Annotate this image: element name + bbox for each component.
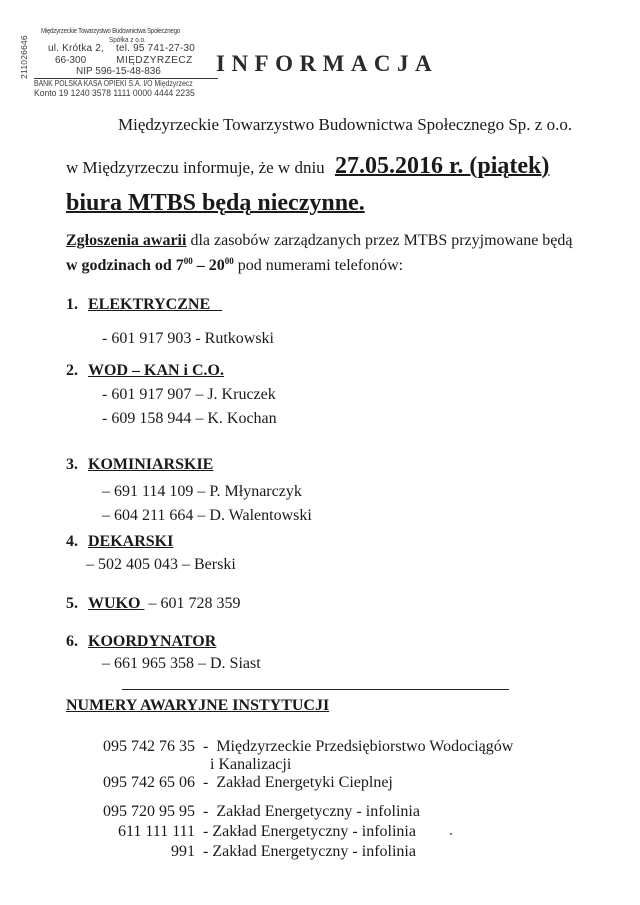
stamp-bank: BANK POLSKA KASA OPIEKI S.A. I/O Międzyrzecz xyxy=(34,79,193,88)
stamp-company-name: Międzyrzeckie Towarzystwo Budownictwa Społecznego xyxy=(41,26,180,35)
institution-entry: 991 - Zakład Energetyczny - infolinia xyxy=(90,843,416,861)
stamp-address-line xyxy=(48,43,195,54)
closure-date: 27.05.2016 r. (piątek) xyxy=(334,153,550,179)
document-title: INFORMACJA xyxy=(216,51,439,76)
section-heading: 6. KOORDYNATOR xyxy=(66,633,217,650)
institution-entry: 095 742 65 06 - Zakład Energetyki Cieplnej xyxy=(90,774,393,792)
institution-phone: 095 742 65 06 xyxy=(103,774,195,791)
stamp-account: Konto 19 1240 3578 1111 0000 4444 2235 xyxy=(34,88,195,99)
section-heading: 1. ELEKTRYCZNE xyxy=(66,296,211,313)
intro-company-line: Międzyrzeckie Towarzystwo Budownictwa Społecznego Sp. z o.o. xyxy=(118,115,573,134)
institution-name: Zakład Energetyczny - infolinia xyxy=(212,843,416,860)
closed-notice: biura MTBS będą nieczynne. xyxy=(66,190,365,216)
institution-phone: 611 111 111 xyxy=(117,823,195,840)
scan-speck xyxy=(450,833,452,835)
contact-entry: – 691 114 109 – P. Młynarczyk xyxy=(102,483,302,500)
contact-entry: - 609 158 944 – K. Kochan xyxy=(102,410,277,427)
institution-phone: 095 742 76 35 xyxy=(103,738,195,755)
separator-line xyxy=(122,689,509,690)
reporting-line-1 xyxy=(66,232,573,250)
hours-text: pod numerami telefonów: xyxy=(233,257,404,274)
institutions-heading: NUMERY AWARYJNE INSTYTUCJI xyxy=(66,697,330,714)
stamp-city: MIĘDZYRZECZ xyxy=(116,55,193,66)
stamp-registration-number: 211026646 xyxy=(18,35,29,79)
institution-name-continued: i Kanalizacji xyxy=(210,756,292,773)
contact-entry: - 601 917 907 – J. Kruczek xyxy=(102,386,276,403)
institution-entry: 095 720 95 95 - Zakład Energetyczny - infolinia xyxy=(90,803,420,821)
stamp-phone: tel. 95 741-27-30 xyxy=(115,43,195,54)
reporting-line-2 xyxy=(66,257,403,275)
contact-entry: – 502 405 043 – Berski xyxy=(86,556,236,573)
company-stamp xyxy=(18,26,220,99)
institution-entry: 095 742 76 35 - Międzyrzeckie Przedsiębiorstwo Wodociągów xyxy=(90,738,513,756)
section-heading: 5. WUKO – 601 728 359 xyxy=(66,595,241,612)
contact-entry: - 601 917 903 - Rutkowski xyxy=(102,330,274,347)
institution-name: Zakład Energetyki Cieplnej xyxy=(216,774,393,791)
institution-name: Zakład Energetyczny - infolinia xyxy=(212,823,416,840)
hours-label: w godzinach od $7^{00} - 20^{00}$ xyxy=(66,256,234,274)
institution-phone: 095 720 95 95 xyxy=(103,803,195,820)
contact-entry: – 604 211 664 – D. Walentowski xyxy=(102,507,312,524)
institution-entry: 611 111 111 - Zakład Energetyczny - infolinia xyxy=(90,823,416,841)
section-heading: 3. KOMINIARSKIE xyxy=(66,456,214,473)
contact-entry: – 661 965 358 – D. Siast xyxy=(102,655,261,672)
section-heading: 4. DEKARSKI xyxy=(66,533,174,550)
contact-entry: – 601 728 359 xyxy=(144,595,241,612)
reporting-text: dla zasobów zarządzanych przez MTBS przyjmowane będą xyxy=(186,232,573,249)
reporting-lead: Zgłoszenia awarii xyxy=(66,232,187,249)
stamp-street: ul. Krótka 2, xyxy=(48,43,104,54)
stamp-nip: NIP 596-15-48-836 xyxy=(76,66,161,77)
institution-phone: 991 xyxy=(171,843,195,860)
institution-name: Zakład Energetyczny - infolinia xyxy=(216,803,420,820)
section-heading: 2. WOD – KAN i C.O. xyxy=(66,362,224,379)
intro-date-prefix: w Międzyrzeczu informuje, że w dniu xyxy=(66,158,325,177)
stamp-company-form: Spółka z o.o. xyxy=(109,35,146,44)
intro-date-line xyxy=(66,153,549,180)
institution-name: Międzyrzeckie Przedsiębiorstwo Wodociągów xyxy=(216,738,514,755)
stamp-postal-code: 66-300 xyxy=(55,55,87,66)
stamp-city-line xyxy=(55,55,193,66)
